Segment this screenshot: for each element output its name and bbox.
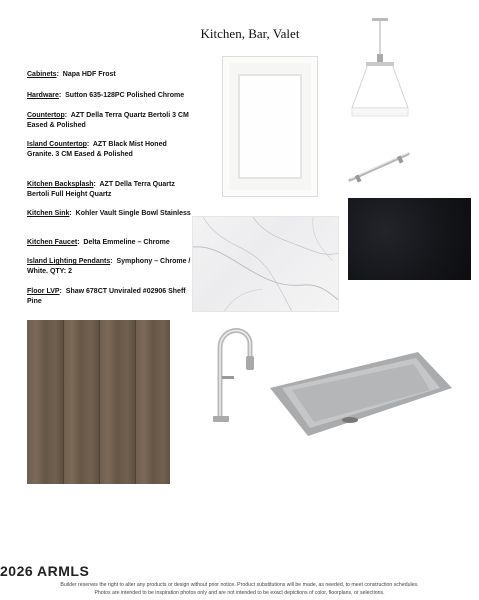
- quartz-veining: [193, 217, 339, 312]
- page-title: Kitchen, Bar, Valet: [200, 26, 300, 41]
- black-granite-swatch: [348, 198, 471, 280]
- floor-plank-seam: [63, 320, 64, 484]
- cabinet-door-panel: [238, 74, 302, 179]
- floor-plank-seam: [135, 320, 136, 484]
- cabinet-door-swatch: [222, 56, 318, 197]
- spec-island-lighting: Island Lighting Pendants: Symphony – Chrome / White. QTY: 2: [27, 258, 191, 275]
- kitchen-faucet-image: [200, 318, 258, 426]
- spec-kitchen-sink: Kitchen Sink: Kohler Vault Single Bowl Stainless: [27, 210, 191, 217]
- pendant-light-image: [350, 18, 410, 126]
- spec-cabinets: Cabinets: Napa HDF Frost: [27, 71, 116, 78]
- cabinet-pull-image: [346, 150, 412, 184]
- spec-island-countertop: Island Countertop: AZT Black Mist Honed Granite. 3 CM Eased & Polished: [27, 141, 167, 158]
- spec-kitchen-backsplash: Kitchen Backsplash: AZT Della Terra Quartz Bertoli Full Height Quartz: [27, 181, 175, 198]
- spec-hardware: Hardware: Sutton 635-128PC Polished Chrome: [27, 92, 185, 99]
- floor-lvp-swatch: [27, 320, 170, 484]
- floor-plank-seam: [99, 320, 100, 484]
- brand-watermark: 2026 ARMLS: [0, 563, 90, 579]
- kitchen-sink-image: [268, 348, 454, 438]
- spec-kitchen-faucet: Kitchen Faucet: Delta Emmeline – Chrome: [27, 239, 170, 246]
- disclaimer-text: Builder reserves the right to alter any products or design without prior notice. Product substitutions will be made, as needed, to meet construction schedules. Photos are intended to be inspiration photos only and are not intended to be exact depictions of color, floorplans, or selections.: [60, 582, 419, 596]
- quartz-countertop-swatch: [192, 216, 339, 312]
- spec-countertop: Countertop: AZT Della Terra Quartz Bertoli 3 CM Eased & Polished: [27, 112, 189, 129]
- spec-floor-lvp: Floor LVP: Shaw 678CT Unviraled #02906 Sheff Pine: [27, 288, 186, 305]
